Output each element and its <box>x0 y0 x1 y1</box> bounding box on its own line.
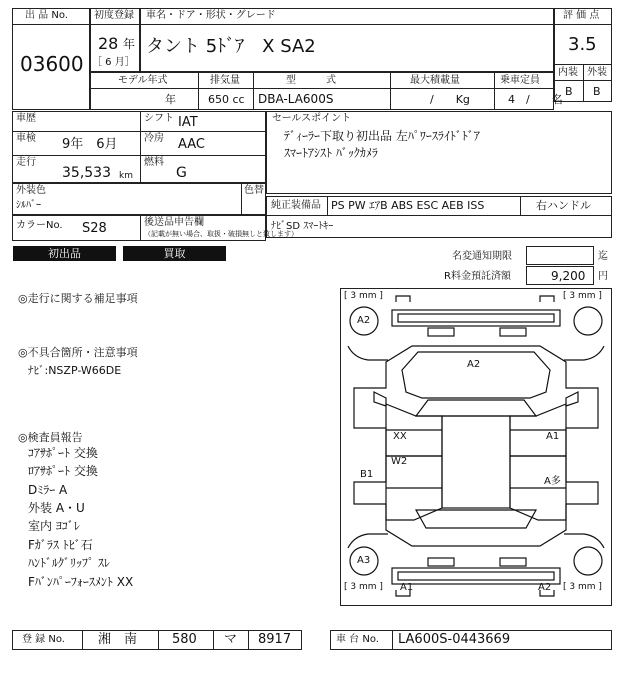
car-name-label: 車名・ドア・形状・グレード <box>146 10 276 21</box>
sales-point-line2: ｽﾏｰﾄｱｼｽﾄ ﾊﾞｯｸｶﾒﾗ <box>284 146 378 160</box>
defects-label: ◎不具合箇所・注意事項 <box>18 346 138 359</box>
reg-class: 580 <box>172 632 197 647</box>
reg-year: 28 <box>98 34 119 53</box>
mark-rear-left-wheel: A3 <box>357 555 371 566</box>
ext-color-value: ｼﾙﾊﾞｰ <box>16 200 41 211</box>
inspector-item: ﾛｱｻﾎﾟｰﾄ 交換 <box>28 464 98 478</box>
lot-number: 03600 <box>20 52 84 76</box>
mark-hood: A2 <box>467 359 481 370</box>
reg-year-unit: 年 <box>123 37 136 51</box>
sales-point-label: セールスポイント <box>272 113 352 124</box>
corner-mark-tl: [ 3 mm ] <box>344 291 383 301</box>
mark-a1-right: A1 <box>546 431 560 442</box>
equipment-value: PS PW ｴｱB ABS ESC AEB ISS <box>331 199 485 212</box>
capacity-label: 乗車定員 <box>500 75 540 86</box>
name-change-label: 名変通知期限 <box>452 251 512 262</box>
corner-mark-bl: [ 3 mm ] <box>344 582 383 592</box>
mileage-unit: km <box>119 171 133 181</box>
max-load-value: / Kg <box>430 93 470 106</box>
fuel-label: 燃料 <box>144 157 164 168</box>
driving-notes-label: ◎走行に関する補足事項 <box>18 292 138 305</box>
mark-rear-a1: A1 <box>400 582 414 593</box>
recolor-label: 色替 <box>244 185 264 196</box>
post-sale-label: 後送品申告欄 <box>144 217 204 228</box>
purchase-bar: 買取 <box>123 246 226 261</box>
inspector-item: 室内 ﾖｺﾞﾚ <box>28 519 80 533</box>
max-load-label: 最大積載量 <box>410 75 460 86</box>
mileage-label: 走行 <box>16 157 36 168</box>
mark-front-left-wheel: A2 <box>357 315 371 326</box>
type-value: DBA-LA600S <box>258 92 334 106</box>
inspector-item: ﾊﾝﾄﾞﾙｸﾞﾘｯﾌﾟ ｽﾚ <box>28 556 110 570</box>
ac-label: 冷房 <box>144 133 164 144</box>
chassis-label: 車 台 No. <box>336 634 379 645</box>
equipment-value-2: ﾅﾋﾞSD ｽﾏｰﾄｷｰ <box>271 221 334 232</box>
score-value: 3.5 <box>568 34 597 55</box>
capacity-value: 4 / 名 <box>508 93 563 106</box>
mark-xx: XX <box>393 431 407 442</box>
chassis-number: LA600S-0443669 <box>398 632 511 647</box>
reg-number: 8917 <box>258 632 292 647</box>
recycle-unit: 円 <box>598 271 608 282</box>
inspection-label: 車検 <box>16 133 36 144</box>
interior-grade: B <box>565 85 573 98</box>
mark-b1: B1 <box>360 469 374 480</box>
interior-label: 内装 <box>558 67 578 78</box>
inspector-item: Fﾊﾞﾝﾊﾟｰﾌｫｰｽﾒﾝﾄ XX <box>28 575 134 589</box>
corner-mark-tr: [ 3 mm ] <box>563 291 602 301</box>
inspector-item: Dﾐﾗｰ A <box>28 483 68 497</box>
color-no-label: カラーNo. <box>16 220 63 231</box>
fuel-value: G <box>176 165 187 181</box>
displacement-value: 650 cc <box>208 93 245 106</box>
steering-value: 右ハンドル <box>536 199 591 212</box>
mark-rear-a2: A2 <box>538 582 552 593</box>
inspector-item: 外装 A・U <box>28 501 85 515</box>
type-label: 型 式 <box>286 75 336 86</box>
color-box <box>12 183 266 215</box>
car-outline <box>340 288 612 606</box>
ac-value: AAC <box>178 137 205 152</box>
exterior-label: 外装 <box>587 67 607 78</box>
corner-mark-br: [ 3 mm ] <box>563 582 602 592</box>
mileage-value: 35,533 <box>62 165 111 181</box>
reg-place: 湘 南 <box>98 632 138 647</box>
car-name: タント 5ﾄﾞｱ X SA2 <box>146 36 316 57</box>
mark-a-many: A多 <box>544 476 561 487</box>
name-change-value <box>526 246 594 265</box>
equipment-label: 純正装備品 <box>271 200 321 211</box>
sales-point-line1: ﾃﾞｨｰﾗｰ下取り初出品 左ﾊﾟﾜｰｽﾗｲﾄﾞﾄﾞｱ <box>284 129 480 143</box>
first-listing-bar: 初出品 <box>13 246 116 261</box>
defect-item: ﾅﾋﾞ:NSZP-W66DE <box>28 364 122 377</box>
history-label: 車歴 <box>16 113 36 124</box>
model-year-unit: 年 <box>165 93 176 106</box>
lot-label: 出 品 No. <box>25 10 68 21</box>
model-year-label: モデル年式 <box>118 75 168 86</box>
reg-month: ［ 6 月］ <box>92 57 135 68</box>
shift-label: シフト <box>144 113 174 124</box>
shift-value: IAT <box>178 115 198 130</box>
recycle-label: R料金預託済額 <box>444 271 511 282</box>
post-sale-note: （記載が無い場合、取扱・破損無しと致します） <box>144 230 298 238</box>
inspection-value: 9年 6月 <box>62 137 118 152</box>
ext-color-label: 外装色 <box>16 185 46 196</box>
inspector-label: ◎検査員報告 <box>18 431 83 444</box>
mark-w2: W2 <box>391 456 408 467</box>
name-change-suffix: 迄 <box>598 251 608 262</box>
exterior-grade: B <box>593 85 601 98</box>
inspector-item: Fｶﾞﾗｽ ﾄﾋﾞ石 <box>28 538 93 552</box>
displacement-label: 排気量 <box>210 75 240 86</box>
color-no-value: S28 <box>82 221 107 236</box>
inspector-item: ｺｱｻﾎﾟｰﾄ 交換 <box>28 446 98 460</box>
details-block <box>12 111 266 183</box>
recycle-value: 9,200 <box>551 269 586 283</box>
reg-kana: マ <box>224 632 238 647</box>
first-reg-label: 初度登録 <box>94 10 134 21</box>
reg-label: 登 録 No. <box>22 634 65 645</box>
score-label: 評 価 点 <box>563 10 600 21</box>
